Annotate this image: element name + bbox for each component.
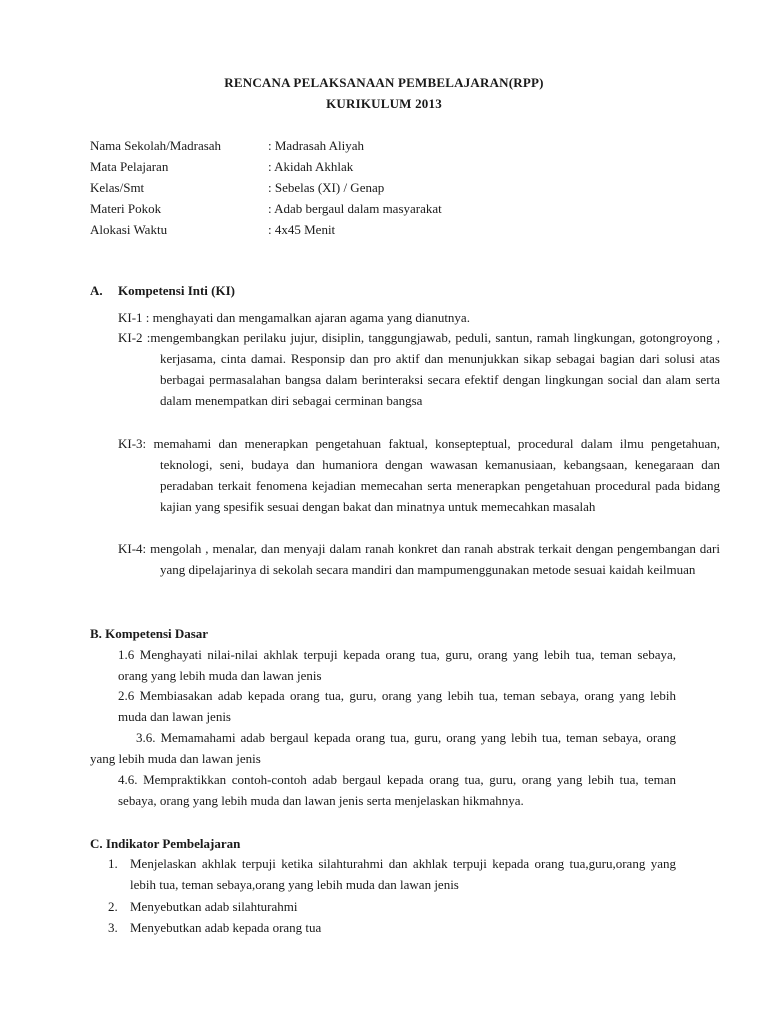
indicator-number: 1. xyxy=(108,856,118,871)
identity-value: : Akidah Akhlak xyxy=(268,158,354,174)
identity-value: : Madrasah Aliyah xyxy=(268,137,365,153)
document-subtitle: KURIKULUM 2013 xyxy=(326,96,442,111)
identity-value: : Adab bergaul dalam masyarakat xyxy=(268,200,442,216)
kd-item: 1.6 Menghayati nilai-nilai akhlak terpuji kepada orang tua, guru, orang yang lebih tua, teman sebaya, orang yang lebih muda dan lawan jenis xyxy=(118,647,676,683)
identity-value: : 4x45 Menit xyxy=(268,221,336,237)
indicator-text: Menyebutkan adab silahturahmi xyxy=(130,899,298,914)
identity-label: Materi Pokok xyxy=(90,200,162,216)
section-c-heading: C. Indikator Pembelajaran xyxy=(90,836,241,851)
identity-row xyxy=(90,198,442,219)
identity-row xyxy=(90,135,442,156)
identity-table xyxy=(90,135,442,240)
identity-row xyxy=(90,219,442,240)
identity-label: Mata Pelajaran xyxy=(90,158,169,174)
section-a-letter: A. xyxy=(90,283,103,298)
indicator-number: 3. xyxy=(108,920,118,935)
ki-item: KI-2 :mengembangkan perilaku jujur, disiplin, tanggungjawab, peduli, santun, ramah lingkungan, gotongroyong , kerjasama, cinta damai. Responsip dan pro aktif dan menunjukkan sikap sebagai bagian dari solusi atas berbagai permasalahan bangsa dalam berinteraksi secara efektif dengan lingkungan social dan alam serta dalam menempatkan diri sebagai cerminan bangsa xyxy=(118,330,720,408)
kd-item: 4.6. Mempraktikkan contoh-contoh adab bergaul kepada orang tua, guru, orang yang lebih tua, teman sebaya, orang yang lebih muda dan lawan jenis serta menjelaskan hikmahnya. xyxy=(118,772,676,808)
section-a-title: Kompetensi Inti (KI) xyxy=(118,283,235,298)
indicator-text: Menyebutkan adab kepada orang tua xyxy=(130,920,322,935)
identity-row xyxy=(90,156,442,177)
identity-value: : Sebelas (XI) / Genap xyxy=(268,179,385,195)
ki-item: KI-3: memahami dan menerapkan pengetahuan faktual, konsepteptual, procedural dalam ilmu pengetahuan, teknologi, seni, budaya dan humaniora dengan wawasan kemanusiaan, kebangsaan, kenegaraan dan peradaban terkait fenomena kejadian memecahan serta menerapkan pengetahuan procedural pada bidang kajian yang spesifik sesuai dengan bakat dan minatnya untuk memecahkan masalah xyxy=(118,436,720,514)
kd-item: 3.6. Memamahami adab bergaul kepada orang tua, guru, orang yang lebih tua, teman sebaya, orang yang lebih muda dan lawan jenis xyxy=(90,730,676,766)
section-b-heading: B. Kompetensi Dasar xyxy=(90,626,209,641)
identity-label: Kelas/Smt xyxy=(90,179,145,195)
kd-item: 2.6 Membiasakan adab kepada orang tua, guru, orang yang lebih tua, teman sebaya, orang yang lebih muda dan lawan jenis xyxy=(118,688,676,724)
indicator-text: Menjelaskan akhlak terpuji ketika silahturahmi dan akhlak terpuji kepada orang tua,guru,orang yang lebih tua, teman sebaya,orang yang lebih muda dan lawan jenis xyxy=(130,856,676,892)
indicator-number: 2. xyxy=(108,899,118,914)
indicator-item xyxy=(108,917,676,938)
identity-label: Alokasi Waktu xyxy=(90,221,168,237)
identity-label: Nama Sekolah/Madrasah xyxy=(90,137,222,153)
ki-item: KI-4: mengolah , menalar, dan menyaji dalam ranah konkret dan ranah abstrak terkait dengan pengembangan dari yang dipelajarinya di sekolah secara mandiri dan mampumenggunakan metode sesuai kaidah keilmuan xyxy=(118,541,720,577)
indicator-item xyxy=(108,853,676,895)
section-a-heading xyxy=(90,283,235,299)
document-title: RENCANA PELAKSANAAN PEMBELAJARAN(RPP) xyxy=(224,75,544,90)
ki-item: KI-1 : menghayati dan mengamalkan ajaran agama yang dianutnya. xyxy=(118,310,470,325)
indicator-item xyxy=(108,896,676,917)
identity-row xyxy=(90,177,442,198)
